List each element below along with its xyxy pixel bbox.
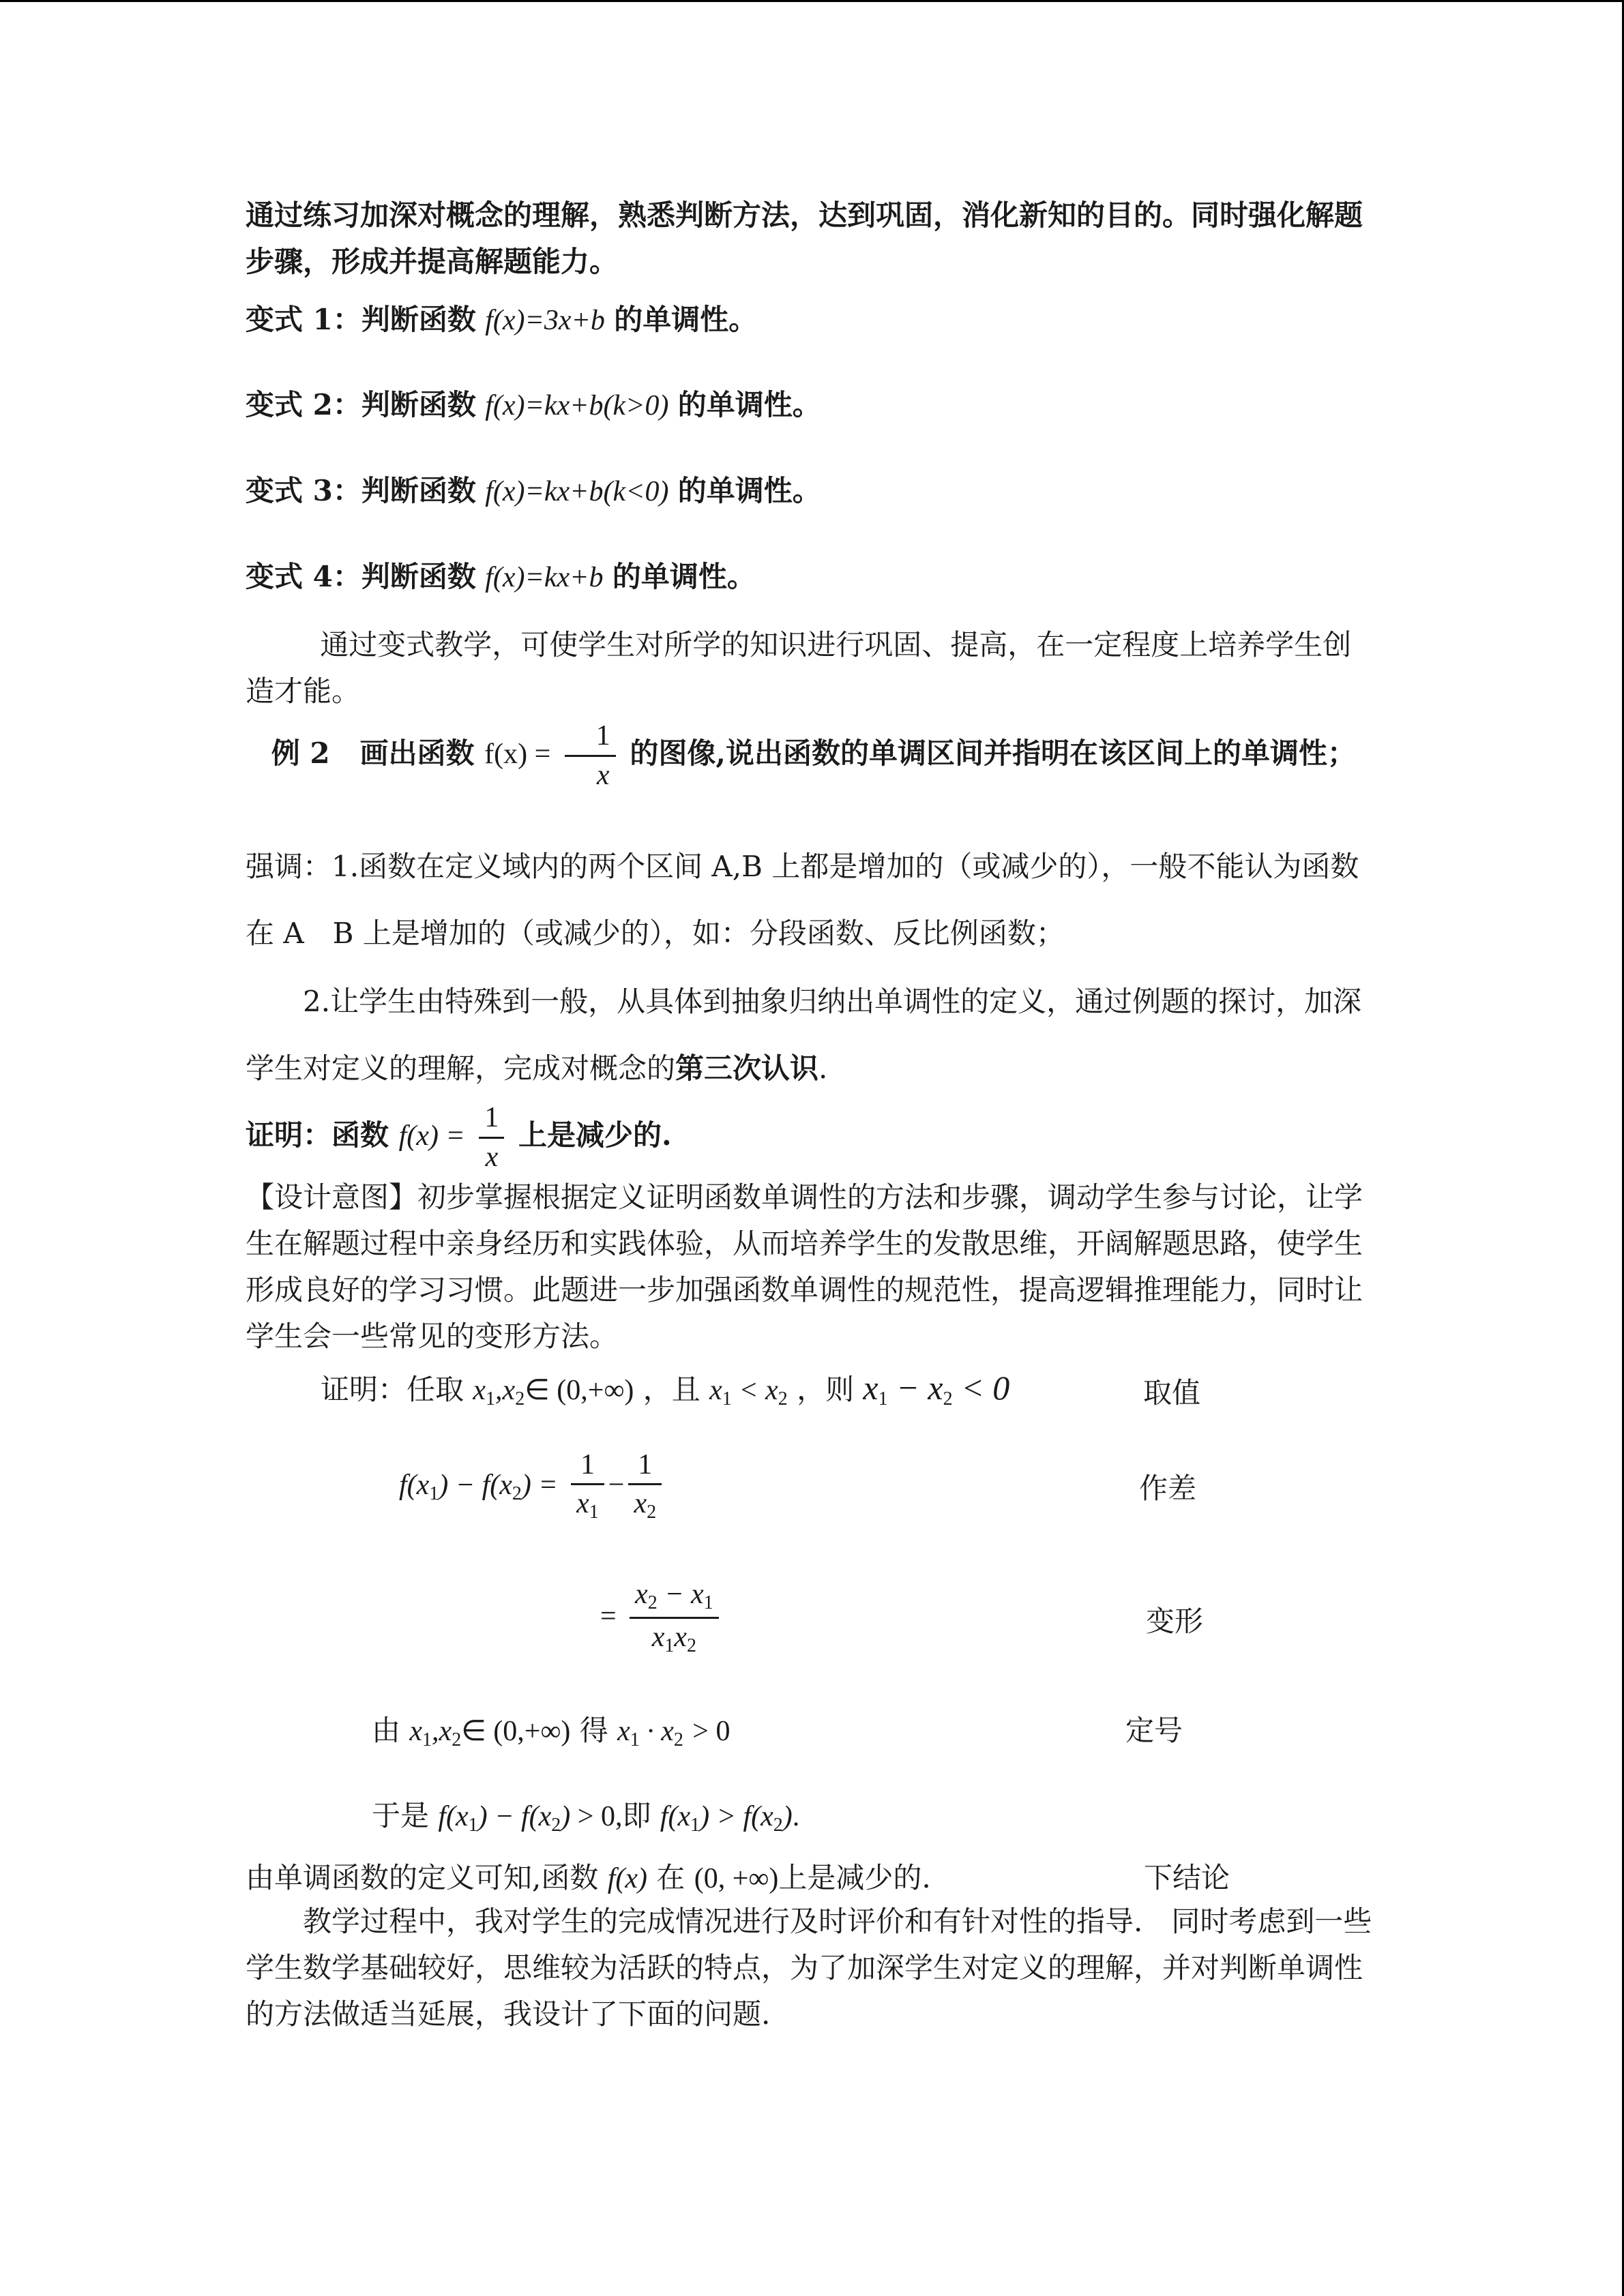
proof-step-4: 由 $x_1,x_2\in$ (0,+∞) 得 $x_1 \cdot x_2 > 0$ <box>372 1714 730 1750</box>
emphasis-2-highlight: 第三次认识 <box>675 1052 819 1085</box>
proof-step-2-label: 作差 <box>1139 1472 1197 1505</box>
example-2-fraction: $\frac{1}{x}$ <box>565 720 616 790</box>
variant-3-formula: f(x)=kx+b(k<0) <box>485 476 669 507</box>
proof-step-3: = $\frac{x_2 - x_1}{x_1x_2}$ <box>600 1579 723 1657</box>
variant-1: 变式 1：判断函数 f(x)=3x+b 的单调性。 <box>246 303 758 336</box>
conclusion: 由单调函数的定义可知,函数 f(x) 在 (0, +∞)上是减少的. <box>246 1861 931 1894</box>
example-2-function: f(x) = <box>484 739 551 770</box>
variant-4: 变式 4：判断函数 f(x)=kx+b 的单调性。 <box>246 560 756 593</box>
proof-step-5: 于是 $f(x_1) - f(x_2) > 0$,即 $f(x_1) > f(x_2)$. <box>372 1799 800 1836</box>
design-intent: 【设计意图】初步掌握根据定义证明函数单调性的方法和步骤，调动学生参与讨论，让学生在解题过程中亲身经历和实践体验，从而培养学生的发散思维，开阔解题思路，使学生形成良好的学习习惯。此题进一步加强函数单调性的规范性，提高逻辑推理能力，同时让学生会一些常见的变形方法。 <box>246 1180 1363 1353</box>
example-2: 例 2 画出函数 f(x) = $\frac{1}{x}$ 的图像,说出函数的单调区间并指明在该区间上的单调性； <box>271 720 1356 791</box>
proof-step-1-label: 取值 <box>1143 1376 1201 1410</box>
proof-title: 证明：函数 f(x) = $\frac{1}{x}$ 上是减少的. <box>246 1102 672 1173</box>
proof-step-4-label: 定号 <box>1125 1714 1183 1747</box>
variant-1-formula: f(x)=3x+b <box>485 305 605 336</box>
variant-2: 变式 2：判断函数 f(x)=kx+b(k>0) 的单调性。 <box>246 388 821 421</box>
proof-step-2: $f(x_1) - f(x_2)$ = $\frac{1}{x_1}$ − $\frac{1}{x_2}$ <box>399 1449 666 1523</box>
closing-paragraph: 教学过程中，我对学生的完成情况进行及时评价和有针对性的指导. 同时考虑到一些学生数学基础较好，思维较为活跃的特点，为了加深学生对定义的理解，并对判断单调性的方法做适当延展，我设计了下面的问题. <box>246 1905 1372 2031</box>
variant-2-formula: f(x)=kx+b(k>0) <box>485 390 669 421</box>
proof-step-1: 证明：任取 $x_1,x_2\in$ (0,+∞) ，且 $x_1 < x_2$ ，则 $x_1 - x_2 < 0$ <box>321 1369 1010 1410</box>
variant-4-formula: f(x)=kx+b <box>485 562 604 593</box>
page-border-top <box>0 0 1624 2</box>
intro-paragraph: 通过练习加深对概念的理解，熟悉判断方法，达到巩固，消化新知的目的。同时强化解题步骤，形成并提高解题能力。 <box>246 198 1363 278</box>
variant-3: 变式 3：判断函数 f(x)=kx+b(k<0) 的单调性。 <box>246 474 821 507</box>
example-2-label: 例 2 <box>271 736 330 770</box>
proof-title-fraction: $\frac{1}{x}$ <box>479 1102 504 1172</box>
variant-note: 通过变式教学，可使学生对所学的知识进行巩固、提高，在一定程度上培养学生创造才能。 <box>246 628 1352 708</box>
conclusion-label: 下结论 <box>1144 1861 1230 1894</box>
emphasis-1: 强调：1.函数在定义域内的两个区间 A,B 上都是增加的（或减少的），一般不能认为函数在 A B 上是增加的（或减少的），如：分段函数、反比例函数； <box>246 850 1359 950</box>
emphasis-2: 2.让学生由特殊到一般，从具体到抽象归纳出单调性的定义，通过例题的探讨，加深学生对定义的理解，完成对概念的第三次认识. <box>246 985 1362 1085</box>
proof-step-3-label: 变形 <box>1146 1605 1204 1638</box>
